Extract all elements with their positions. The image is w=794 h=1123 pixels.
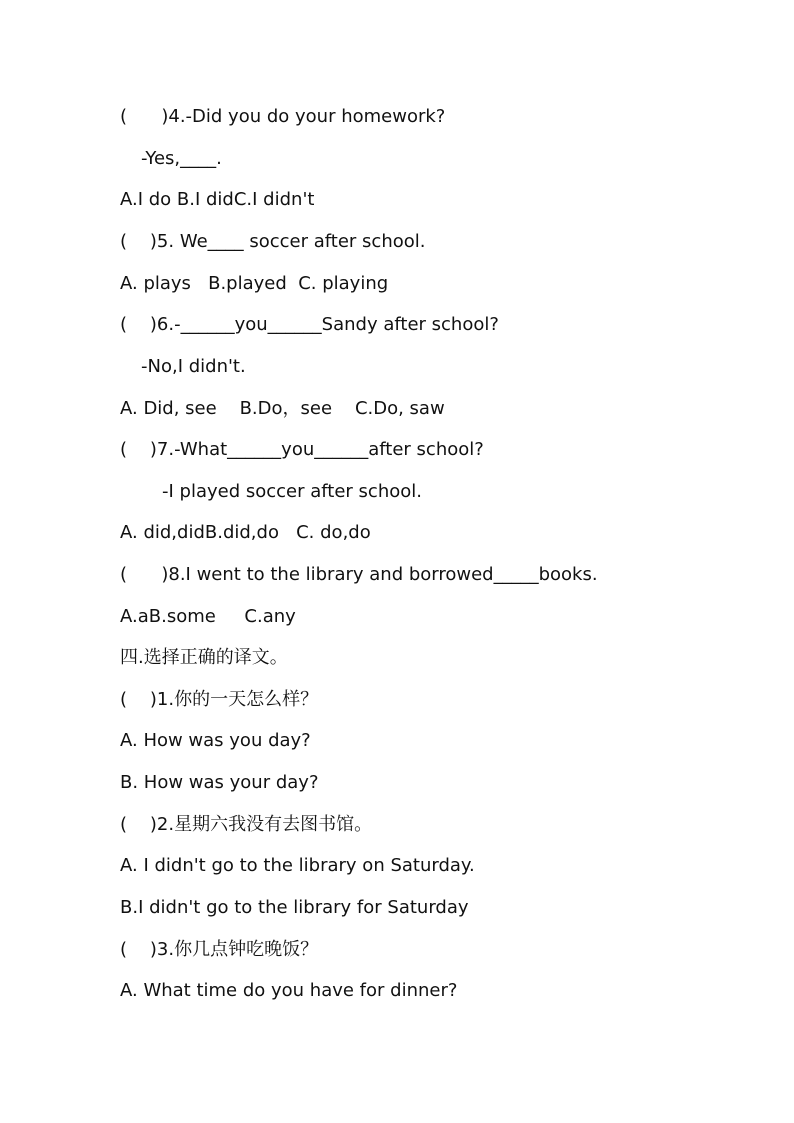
question-7: ( )7.-What______you______after school? (120, 439, 484, 460)
translation-2: ( )2.星期六我没有去图书馆。 (120, 814, 373, 835)
translation-3: ( )3.你几点钟吃晚饭？ (120, 939, 319, 960)
question-4: ( )4.-Did you do your homework? (120, 106, 446, 127)
translation-1-option-b: B. How was your day? (120, 772, 319, 793)
question-6-answer-line: -No,I didn't. (141, 356, 246, 377)
question-7-options: A. did,didB.did,do C. do,do (120, 522, 371, 543)
translation-3-option-a: A. What time do you have for dinner? (120, 980, 458, 1001)
question-5-options: A. plays B.played C. playing (120, 273, 389, 294)
translation-1: ( )1.你的一天怎么样？ (120, 689, 319, 710)
translation-2-option-a: A. I didn't go to the library on Saturday. (120, 855, 475, 876)
question-4-options: A.I do B.I didC.I didn't (120, 189, 315, 210)
question-7-answer-line: -I played soccer after school. (162, 481, 422, 502)
question-6-options: A. Did, see B.Do，see C.Do, saw (120, 398, 445, 419)
question-8: ( )8.I went to the library and borrowed_____books. (120, 564, 598, 585)
translation-1-option-a: A. How was you day? (120, 730, 311, 751)
section-heading: 四.选择正确的译文。 (120, 647, 288, 668)
question-8-options: A.aB.some C.any (120, 606, 296, 627)
question-5: ( )5. We____ soccer after school. (120, 231, 426, 252)
question-4-answer-line: -Yes,____. (141, 148, 222, 169)
question-6: ( )6.-______you______Sandy after school? (120, 314, 499, 335)
translation-2-option-b: B.I didn't go to the library for Saturday (120, 897, 469, 918)
